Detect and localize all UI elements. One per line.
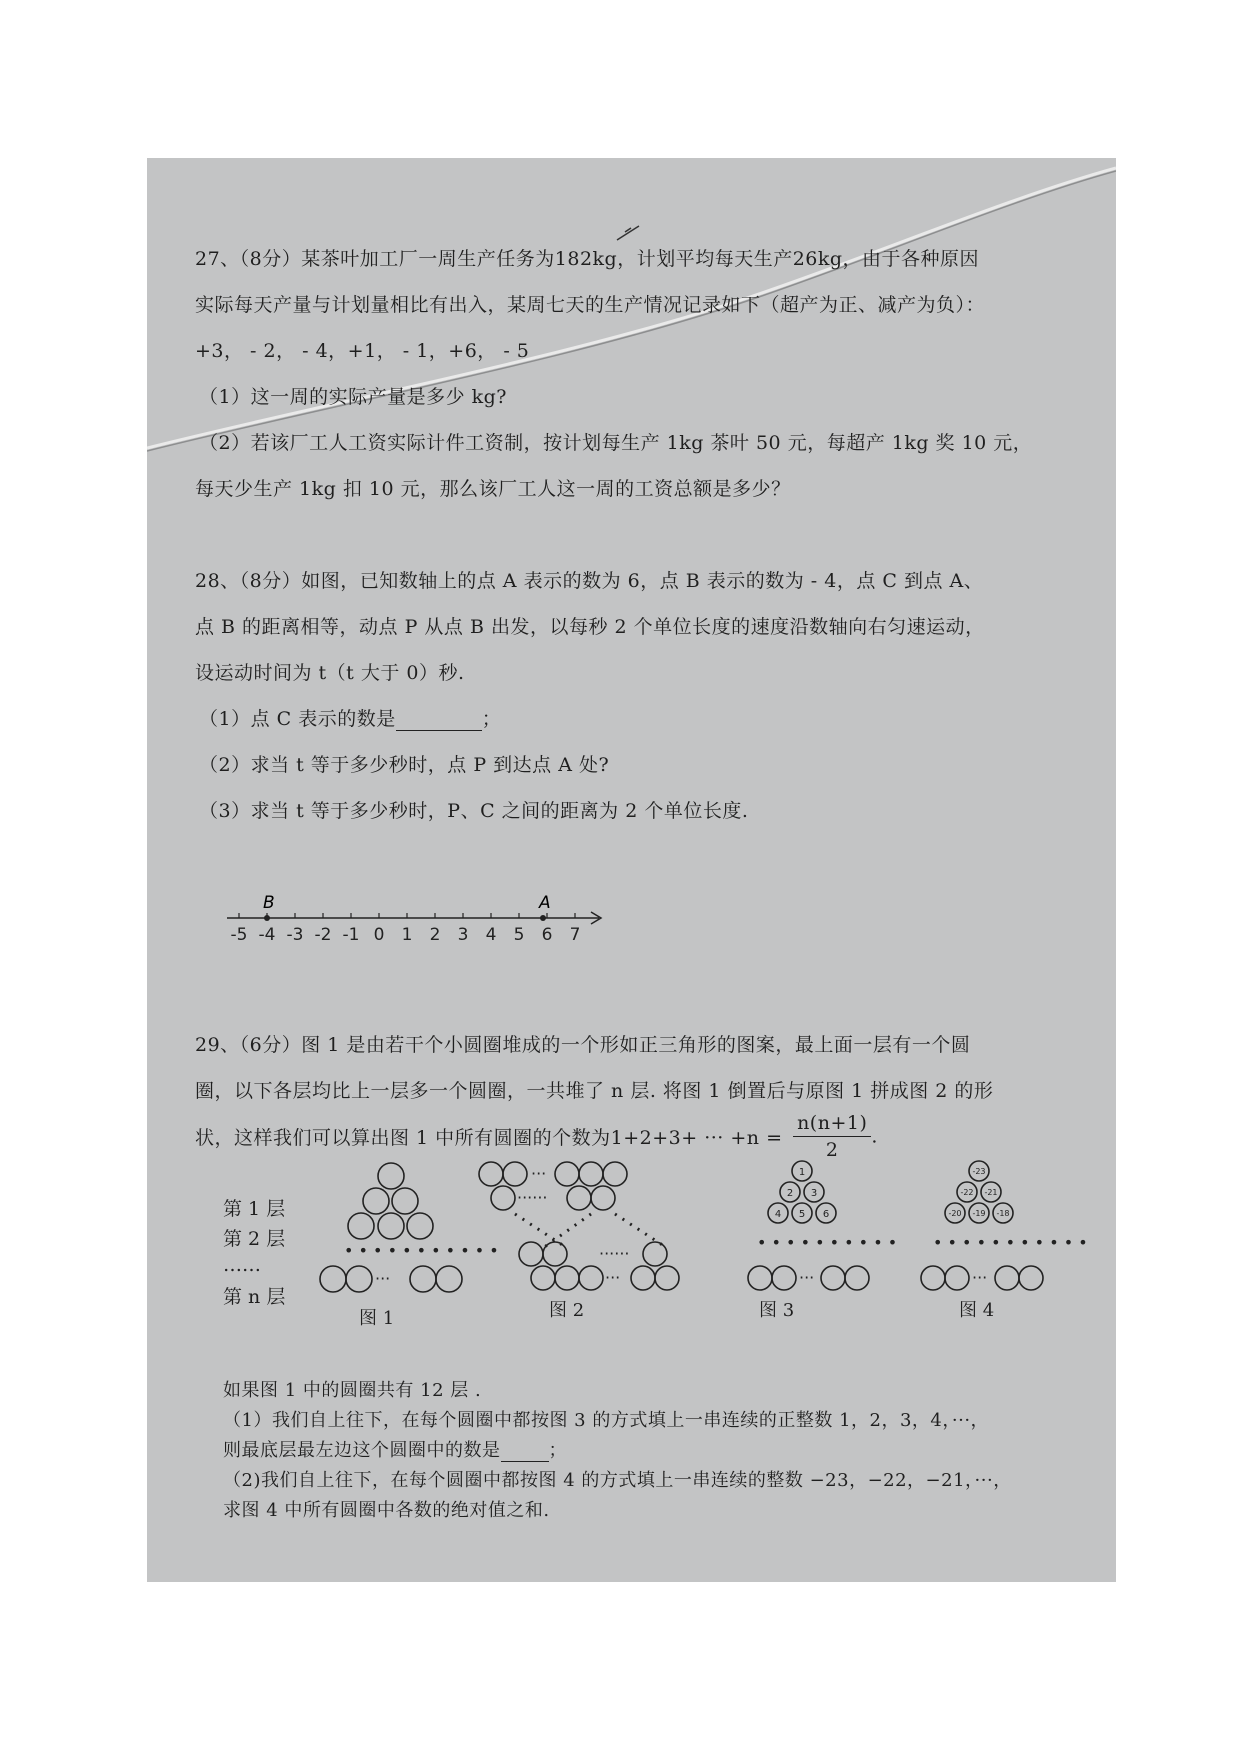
q29-part2-line2: 求图 4 中所有圆圈中各数的绝对值之和. xyxy=(223,1500,550,1521)
tick-label: -3 xyxy=(286,925,304,945)
tick-label: 4 xyxy=(485,925,497,945)
caption-figure-3: 图 3 xyxy=(759,1300,795,1321)
svg-text:···: ··· xyxy=(531,1164,547,1183)
tick-label: 0 xyxy=(373,925,385,945)
q27-part1: （1）这一周的实际产量是多少 kg? xyxy=(199,386,507,408)
q29-part1-text: 则最底层最左边这个圆圈中的数是 xyxy=(223,1440,501,1461)
svg-text:······: ······ xyxy=(599,1244,630,1263)
q29-formula-text: 状，这样我们可以算出图 1 中所有圆圈的个数为1+2+3+ ··· +n = xyxy=(195,1127,783,1149)
point-a-label: A xyxy=(539,893,551,913)
fig4-num-2: -22 xyxy=(960,1188,974,1197)
fraction-numerator: n(n+1) xyxy=(793,1112,871,1137)
svg-text:···: ··· xyxy=(605,1268,621,1287)
fig3-num-5: 5 xyxy=(798,1209,806,1220)
svg-text:• • • • • • • • • • •: • • • • • • • • • • • xyxy=(933,1233,1088,1252)
caption-figure-2: 图 2 xyxy=(549,1300,585,1321)
svg-text:···: ··· xyxy=(375,1269,391,1288)
svg-text:···: ··· xyxy=(972,1268,988,1287)
layer-label-ellipsis: …… xyxy=(223,1254,261,1276)
fig3-num-4: 4 xyxy=(774,1209,782,1220)
figure-3 xyxy=(748,1161,897,1290)
fig4-num-3: -21 xyxy=(984,1188,998,1197)
svg-text:···: ··· xyxy=(799,1268,815,1287)
answer-blank-q29[interactable] xyxy=(501,1443,549,1462)
figure-1 xyxy=(320,1163,499,1292)
tick-label: -2 xyxy=(314,925,332,945)
fig3-num-2: 2 xyxy=(786,1188,794,1199)
tick-label: -1 xyxy=(342,925,360,945)
svg-text:• • • • • • • • • • •: • • • • • • • • • • • xyxy=(344,1241,499,1260)
q28-line1: 28、（8分）如图，已知数轴上的点 A 表示的数为 6，点 B 表示的数为 - 4，点 C 到点 A、 xyxy=(195,570,984,592)
q27-line2: 实际每天产量与计划量相比有出入，某周七天的生产情况记录如下（超产为正、减产为负）： xyxy=(195,294,986,316)
tick-label: 6 xyxy=(541,925,553,945)
q29-formula-end: . xyxy=(871,1125,878,1148)
fig3-num-6: 6 xyxy=(822,1209,830,1220)
q29-part1-line1: （1）我们自上往下，在每个圆圈中都按图 3 的方式填上一串连续的正整数 1，2，3，4，···， xyxy=(223,1410,990,1431)
q27-line1: 27、（8分）某茶叶加工厂一周生产任务为182kg，计划平均每天生产26kg，由于各种原因 xyxy=(195,248,980,270)
q29-line1: 29、（6分）图 1 是由若干个小圆圈堆成的一个形如正三角形的图案，最上面一层有一个圆 xyxy=(195,1034,971,1056)
svg-text:······: ······ xyxy=(517,1188,548,1207)
q27-part2-line2: 每天少生产 1kg 扣 10 元，那么该厂工人这一周的工资总额是多少？ xyxy=(195,478,791,500)
q27-part2-line1: （2）若该厂工人工资实际计件工资制，按计划每生产 1kg 茶叶 50 元，每超产 1kg 奖 10 元， xyxy=(199,432,1033,454)
exam-paper-photo xyxy=(147,158,1116,1582)
q27-record-values: +3， - 2， - 4，+1， - 1，+6， - 5 xyxy=(195,340,530,362)
fig4-num-1: -23 xyxy=(972,1167,986,1176)
tick-label: 5 xyxy=(513,925,525,945)
q28-line2: 点 B 的距离相等，动点 P 从点 B 出发，以每秒 2 个单位长度的速度沿数轴向右匀速运动， xyxy=(195,616,985,638)
fig3-num-3: 3 xyxy=(810,1188,818,1199)
q29-part1-end: ； xyxy=(548,1440,567,1461)
q28-part3: （3）求当 t 等于多少秒时，P、C 之间的距离为 2 个单位长度. xyxy=(199,800,749,822)
q28-part1-end: ； xyxy=(481,708,502,730)
tick-label: 3 xyxy=(457,925,469,945)
svg-text:• • • • • • • • • •: • • • • • • • • • • xyxy=(757,1233,898,1252)
fraction-denominator: 2 xyxy=(825,1139,839,1161)
tick-label: 1 xyxy=(401,925,413,945)
point-b-label: B xyxy=(263,893,275,913)
fig3-num-1: 1 xyxy=(798,1167,806,1178)
fig4-num-5: -19 xyxy=(972,1209,986,1218)
tick-label: -5 xyxy=(230,925,248,945)
figures xyxy=(147,158,1116,1582)
tick-label: 2 xyxy=(429,925,441,945)
q28-line3: 设运动时间为 t（t 大于 0）秒. xyxy=(195,662,465,684)
caption-figure-1: 图 1 xyxy=(359,1308,395,1329)
tick-label: -4 xyxy=(258,925,276,945)
q29-line2: 圈，以下各层均比上一层多一个圆圈，一共堆了 n 层. 将图 1 倒置后与原图 1 拼成图 2 的形 xyxy=(195,1080,994,1102)
fig4-num-4: -20 xyxy=(948,1209,962,1218)
figure-2 xyxy=(479,1162,679,1290)
q28-part1-text: （1）点 C 表示的数是 xyxy=(199,708,396,730)
q29-condition: 如果图 1 中的圆圈共有 12 层 . xyxy=(223,1380,482,1401)
q29-part1-line2 xyxy=(223,1436,567,1462)
caption-figure-4: 图 4 xyxy=(959,1300,995,1321)
q28-part2: （2）求当 t 等于多少秒时，点 P 到达点 A 处? xyxy=(199,754,610,776)
tick-label: 7 xyxy=(569,925,581,945)
fig4-num-6: -18 xyxy=(996,1209,1010,1218)
layer-label-2: 第 2 层 xyxy=(223,1228,286,1250)
layer-label-1: 第 1 层 xyxy=(223,1198,286,1220)
figure-4 xyxy=(921,1161,1088,1290)
layer-label-n: 第 n 层 xyxy=(223,1286,286,1308)
q29-part2-line1: （2)我们自上往下，在每个圆圈中都按图 4 的方式填上一串连续的整数 −23，−22，−21，···， xyxy=(223,1470,1012,1491)
